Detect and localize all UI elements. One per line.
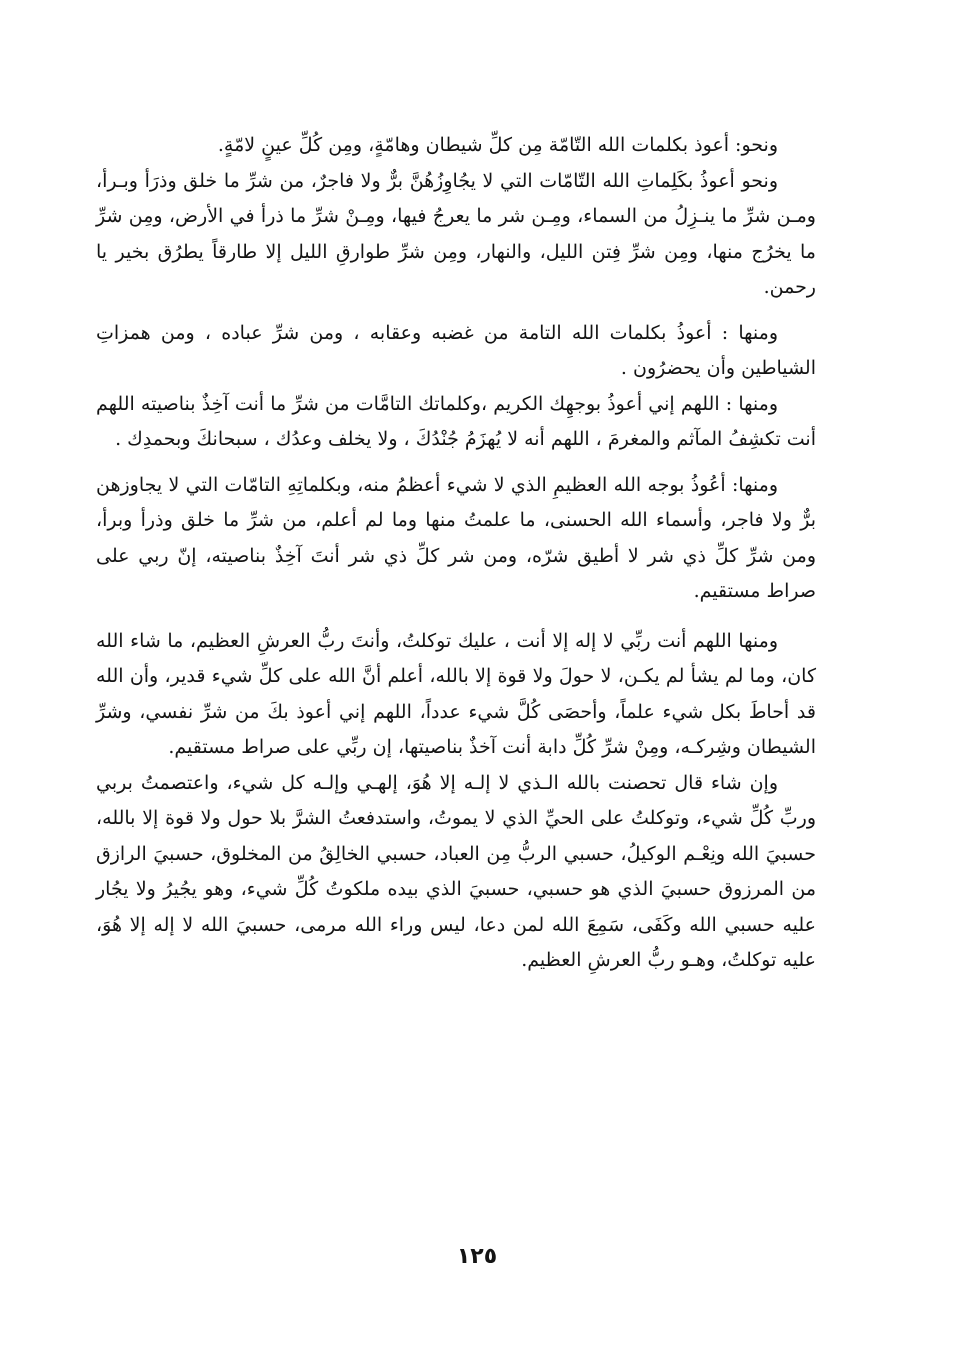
page-body — [96, 128, 816, 979]
paragraph-gap — [96, 610, 816, 624]
paragraph-gap — [96, 306, 816, 316]
paragraph-4: ومنها : اللهم إني أعوذُ بوجهِك الكريم ،وكلماتك التامَّات من شرِّ ما أنت آخِذٌ بناصيته اللهم أنت تكشِفُ المآثم والمغرمَ ، اللهم أنه لا يُهزَمُ جُنْدُكَ ، ولا يخلف وعدُك ، سبحانكَ وبحمدِك . — [96, 392, 816, 450]
paragraph-2: ونحو أعوذُ بكَلِماتِ الله التّامّات التي لا يجُاوِزُهُنَّ برٌّ ولا فاجرٌ، من شرِّ ما خلق وذرَأ وبـرأ، ومـن شرِّ ما ينـزِلُ من السماء، ومِـن شر ما يعرجُ فيها، ومِـنْ شرِّ ما ذرأ في الأرض، ومِن شرِّ ما يخرُج منها، ومِن شرِّ فِتن الليل، والنهار، ومِن شرِّ طوارقِ الليل إلا طارقاً يطرُق بخير يا رحمن. — [96, 169, 816, 298]
paragraph-7: وإن شاء قال تحصنت بالله الـذي لا إلـه إلا هُوَ، إلهـي وإلـه كل شيء، واعتصمتُ بربي وربِّ كُلِّ شيء، وتوكلتُ على الحيِّ الذي لا يموتُ، واستدفعتُ الشرَّ بلا حول ولا قوة إلا بالله، حسبيَ الله ونِعْـم الوكيلُ، حسبي الربُّ مِن العباد، حسبي الخالِقُ من المخلوق، حسبيَ الرازق من المرزوق حسبيَ الذي هو حسبي، حسبيَ الذي بيده ملكوتُ كُلِّ شيء، وهو يجُيرُ ولا يجُار عليه حسبي الله وكَفَى، سَمِعَ الله لمن دعا، ليس وراء الله مرمى، حسبيَ الله لا إله إلا هُوَ، عليه توكلتُ، وهـو ربُّ العرشِ العظيم. — [96, 771, 816, 971]
page-number: ١٢٥ — [456, 1244, 498, 1269]
paragraph-5: ومنها: أعُوذُ بوجه الله العظيمِ الذي لا شيء أعظمُ منه، وبكلماتِهِ التامّات التي لا يجاوزهن برٌّ ولا فاجر، وأسماء الله الحسنى، ما علمتُ منها وما لم أعلم، من شرِّ ما خلق وذرأ وبرأ، ومن شرِّ كلِّ ذي شر لا أطيق شرّه، ومن شر كلِّ ذي شر أنتَ آخِذٌ بناصيته، إنّ ربي على صراط مستقيم. — [96, 473, 816, 602]
paragraph-1: ونحو: أعوذ بكلمات الله التّامّة مِن كلِّ شيطان وهامّةٍ، ومِن كُلِّ عينٍ لامّةٍ. — [217, 134, 778, 156]
paragraph-gap — [96, 458, 816, 468]
paragraph-6: ومنها اللهم أنت ربِّي لا إله إلا أنت ، عليك توكلتُ، وأنتَ ربُّ العرشِ العظيم، ما شاء الله كان، وما لم يشأ لم يكـن، لا حولَ ولا قوة إلا بالله، أعلم أنَّ الله على كلِّ شيء قدير، وأن الله قد أحاطَ بكل شيء علماً، وأحصَى كُلَّ شيء عدداً، اللهم إني أعوذ بكَ من شرِّ نفسي، وشرِّ الشيطان وشِركـه، ومِنْ شرِّ كُلِّ دابة أنت آخذٌ بناصيتها، إن ربِّي على صراط مستقيم. — [96, 629, 816, 758]
paragraph-3: ومنها : أعوذُ بكلمات الله التامة من غضبه وعقابه ، ومن شرِّ عباده ، ومن همزاتِ الشياطين وأن يحضرُون . — [96, 321, 816, 379]
